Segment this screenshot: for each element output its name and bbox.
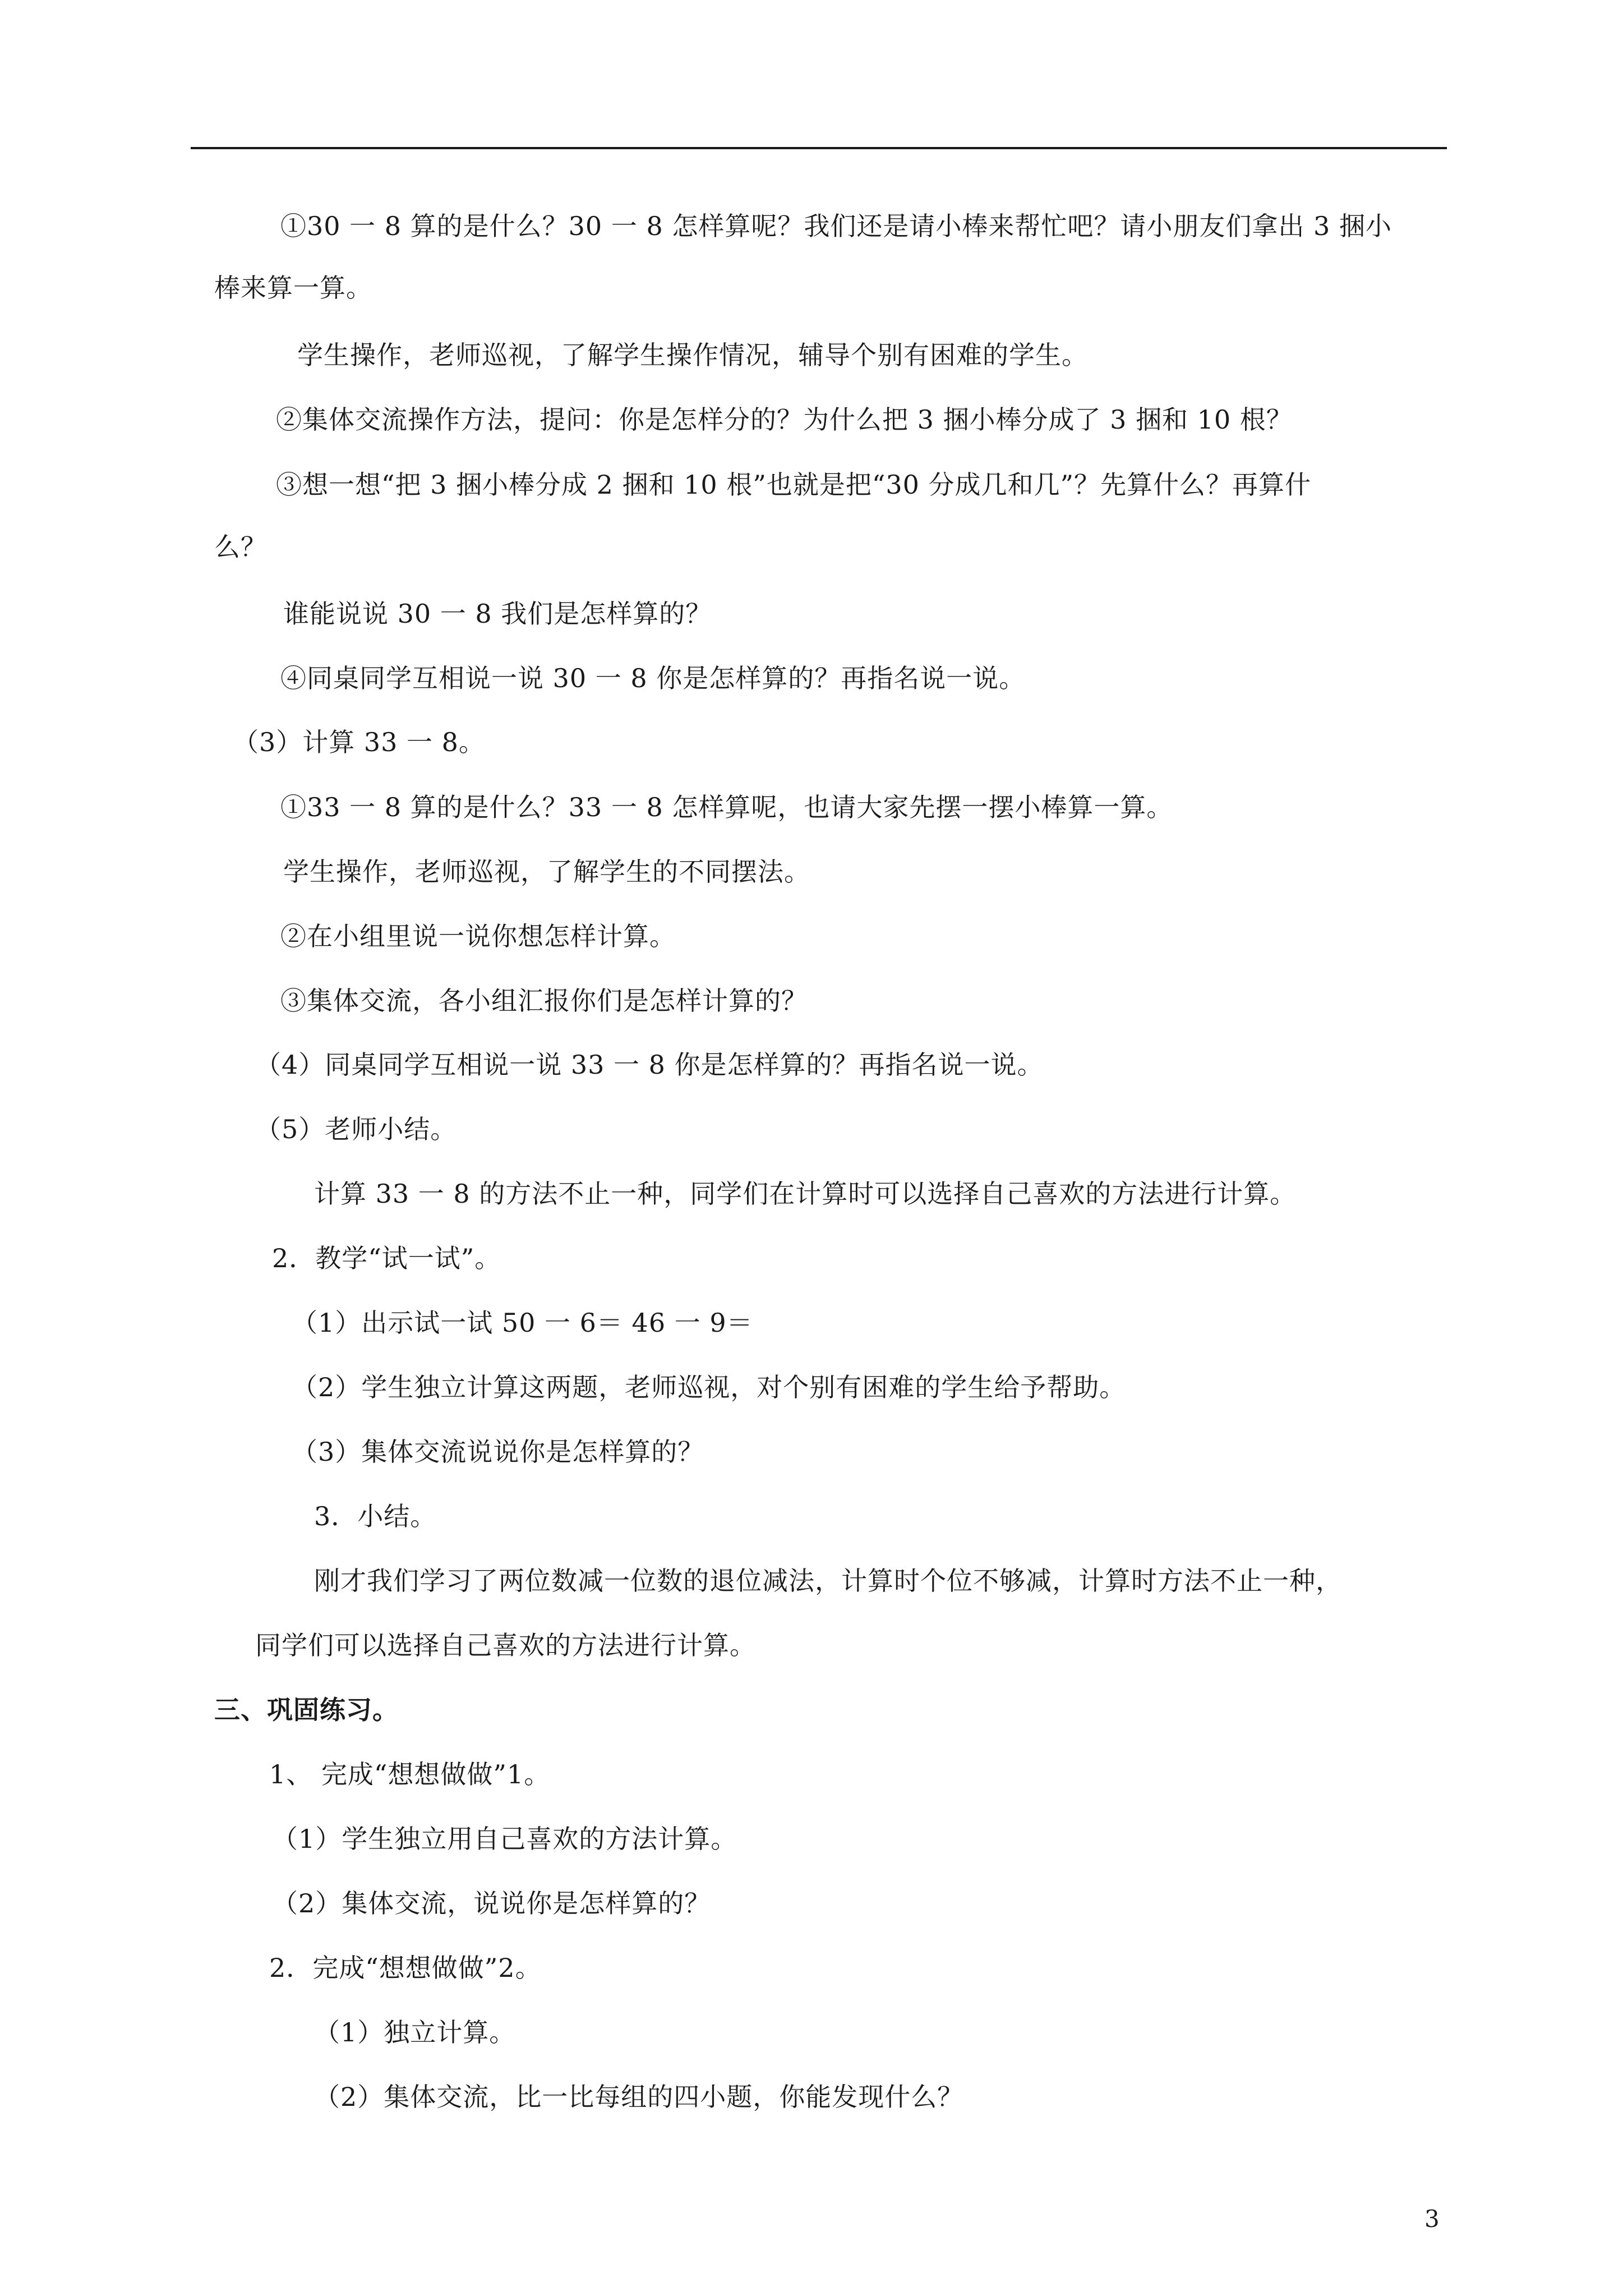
text-line-8: ④同桌同学互相说一说 30 一 8 你是怎样算的？再指名说一说。 xyxy=(280,663,1026,693)
text-line-25: 1、 完成“想想做做”1。 xyxy=(269,1759,551,1789)
text-line-13: ③集体交流，各小组汇报你们是怎样计算的？ xyxy=(280,986,808,1016)
text-line-9: （3）计算 33 一 8。 xyxy=(233,727,485,757)
text-line-27: （2）集体交流，说说你是怎样算的？ xyxy=(272,1888,711,1918)
text-line-23: 同学们可以选择自己喜欢的方法进行计算。 xyxy=(255,1630,756,1660)
text-line-10: ①33 一 8 算的是什么？33 一 8 怎样算呢，也请大家先摆一摆小棒算一算。 xyxy=(280,792,1173,822)
text-line-19: （2）学生独立计算这两题，老师巡视，对个别有困难的学生给予帮助。 xyxy=(292,1372,1126,1402)
text-line-1: ①30 一 8 算的是什么？30 一 8 怎样算呢？我们还是请小棒来帮忙吧？请小朋友们拿出 3 捆小 xyxy=(280,211,1392,241)
text-line-6: 么？ xyxy=(214,532,267,562)
text-line-7: 谁能说说 30 一 8 我们是怎样算的？ xyxy=(283,599,712,629)
text-line-20: （3）集体交流说说你是怎样算的？ xyxy=(292,1437,704,1467)
text-line-28: 2．完成“想想做做”2。 xyxy=(269,1953,542,1983)
text-line-3: 学生操作，老师巡视，了解学生操作情况，辅导个别有困难的学生。 xyxy=(297,340,1088,370)
text-line-29: （1）独立计算。 xyxy=(314,2017,516,2047)
text-line-11: 学生操作，老师巡视，了解学生的不同摆法。 xyxy=(283,857,810,887)
text-line-12: ②在小组里说一说你想怎样计算。 xyxy=(280,921,676,951)
text-line-16: 计算 33 一 8 的方法不止一种，同学们在计算时可以选择自己喜欢的方法进行计算。 xyxy=(314,1179,1297,1209)
text-line-22: 刚才我们学习了两位数减一位数的退位减法，计算时个位不够减，计算时方法不止一种， xyxy=(314,1566,1342,1596)
text-line-17: 2．教学“试一试”。 xyxy=(272,1243,501,1273)
text-line-18: （1）出示试一试 50 一 6＝ 46 一 9＝ xyxy=(292,1308,753,1338)
text-line-4: ②集体交流操作方法，提问：你是怎样分的？为什么把 3 捆小棒分成了 3 捆和 10 根？ xyxy=(276,404,1293,435)
page-number: 3 xyxy=(1424,2205,1440,2233)
text-line-15: （5）老师小结。 xyxy=(255,1114,457,1144)
text-line-21: 3．小结。 xyxy=(314,1501,437,1531)
text-line-26: （1）学生独立用自己喜欢的方法计算。 xyxy=(272,1824,737,1854)
text-line-30: （2）集体交流，比一比每组的四小题，你能发现什么？ xyxy=(314,2082,964,2112)
header-rule xyxy=(191,147,1447,149)
text-line-2: 棒来算一算。 xyxy=(214,273,372,303)
text-line-5: ③想一想“把 3 捆小棒分成 2 捆和 10 根”也就是把“30 分成几和几”？先算什么？再算什 xyxy=(276,470,1312,500)
section-heading: 三、巩固练习。 xyxy=(214,1695,399,1725)
text-line-14: （4）同桌同学互相说一说 33 一 8 你是怎样算的？再指名说一说。 xyxy=(255,1050,1044,1080)
